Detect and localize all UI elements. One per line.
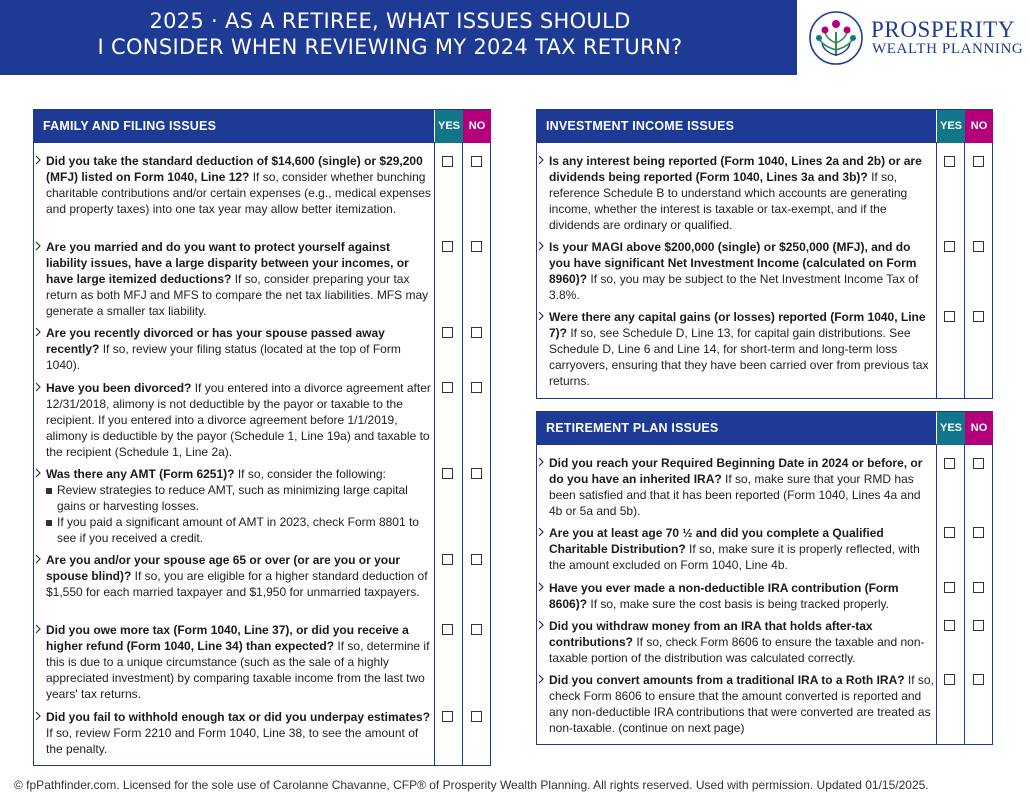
question-item (537, 153, 934, 233)
chevron-right-icon (35, 241, 41, 251)
question-detail: If so, see Schedule D, Line 13, for capital gain distributions. See Schedule D, Line 6 and Line 14, for short-term and long-term loss carryovers, ensuring that they have been carried over from previous tax returns. (549, 326, 929, 388)
question-detail: If so, determine if this is due to a unique circumstance (such as the sale of a highly appreciated investment) by comparing taxable income from the last two years' tax returns. (46, 639, 430, 701)
question-text: Did you reach your Required Beginning Date in 2024 or before, or do you have an inherited IRA? (549, 456, 923, 486)
panel-header (537, 411, 992, 444)
no-checkbox[interactable] (471, 156, 482, 167)
yes-column-header: YES (937, 110, 965, 143)
yes-column-header: YES (937, 412, 965, 445)
bullet-item: Review strategies to reduce AMT, such as minimizing large capital gains or harvesting losses. (46, 482, 432, 514)
chevron-right-icon (538, 620, 544, 630)
copyright-footer: © fpPathfinder.com. Licensed for the sole use of Carolanne Chavanne, CFP® of Prosperity Wealth Planning. All rights reserved. Used with permission. Updated 01/15/2025. (14, 778, 929, 792)
chevron-right-icon (35, 327, 41, 337)
no-checkbox[interactable] (471, 624, 482, 635)
chevron-right-icon (538, 582, 544, 592)
header (0, 0, 1029, 75)
column-divider (936, 444, 937, 744)
chevron-right-icon (35, 711, 41, 721)
no-checkbox[interactable] (471, 327, 482, 338)
question-text: Were there any capital gains (or losses) reported (Form 1040, Line 7)? (549, 310, 926, 340)
bullet-item: If you paid a significant amount of AMT in 2023, check Form 8801 to see if you received a credit. (46, 514, 432, 546)
no-checkbox[interactable] (471, 468, 482, 479)
page-title-line1: 2025 · AS A RETIREE, WHAT ISSUES SHOULD (149, 9, 631, 33)
question-item (34, 325, 432, 373)
question-item (537, 672, 934, 736)
family-filing-panel (33, 109, 491, 766)
question-text: Was there any AMT (Form 6251)? (46, 467, 235, 481)
yes-checkbox[interactable] (442, 468, 453, 479)
panel-title: INVESTMENT INCOME ISSUES (537, 110, 936, 143)
question-item (34, 622, 432, 702)
yes-checkbox[interactable] (442, 624, 453, 635)
yes-checkbox[interactable] (442, 241, 453, 252)
question-detail: If so, review Form 2210 and Form 1040, Line 38, to see the amount of the penalty. (46, 726, 419, 756)
question-item (537, 580, 934, 612)
logo-name: PROSPERITY (871, 17, 1016, 42)
yes-checkbox[interactable] (442, 382, 453, 393)
page-title-line2: I CONSIDER WHEN REVIEWING MY 2024 TAX RETURN? (97, 35, 683, 59)
no-checkbox[interactable] (973, 527, 984, 538)
column-divider (964, 142, 965, 398)
no-checkbox[interactable] (973, 311, 984, 322)
chevron-right-icon (538, 155, 544, 165)
question-text: Did you take the standard deduction of $14,600 (single) or $29,200 (MFJ) listed on Form 1040, Line 12? (46, 154, 423, 184)
question-detail: If so, make sure it is properly reflected, with the amount excluded on Form 1040, Line 4b. (549, 542, 920, 572)
chevron-right-icon (35, 468, 41, 478)
question-text: Have you ever made a non-deductible IRA contribution (Form 8606)? (549, 581, 899, 611)
no-checkbox[interactable] (973, 582, 984, 593)
no-checkbox[interactable] (471, 554, 482, 565)
yes-checkbox[interactable] (944, 458, 955, 469)
question-detail: If so, consider preparing your tax return as both MFJ and MFS to compare the net tax liabilities. MFS may generate a smaller tax liability. (46, 272, 429, 318)
question-item (34, 552, 432, 600)
yes-checkbox[interactable] (944, 620, 955, 631)
question-item (34, 380, 432, 460)
question-item (34, 153, 432, 217)
chevron-right-icon (538, 457, 544, 467)
no-checkbox[interactable] (973, 156, 984, 167)
question-detail: If so, make sure the cost basis is being tracked properly. (587, 597, 889, 611)
question-item (537, 618, 934, 666)
question-text: Did you convert amounts from a traditional IRA to a Roth IRA? (549, 673, 905, 687)
column-divider (964, 444, 965, 744)
chevron-right-icon (35, 554, 41, 564)
panel-title: RETIREMENT PLAN ISSUES (537, 412, 936, 445)
yes-checkbox[interactable] (442, 156, 453, 167)
question-detail: If you entered into a divorce agreement after 12/31/2018, alimony is not deductible by the payor or taxable to the recipient. If you entered into a divorce agreement before 1/1/2019, alimony is deductible by the payor (Schedule 1, Line 19a) and taxable to the recipient (Schedule 1, Line 2a). (46, 381, 431, 459)
column-divider (936, 142, 937, 398)
question-text: Did you withdraw money from an IRA that holds after-tax contributions? (549, 619, 873, 649)
question-item (34, 239, 432, 319)
question-detail: If so, you may be subject to the Net Investment Income Tax of 3.8%. (549, 272, 919, 302)
question-text: Is any interest being reported (Form 1040, Lines 2a and 2b) or are dividends being reported (Form 1040, Lines 3a and 3b)? (549, 154, 922, 184)
no-column-header: NO (965, 412, 993, 445)
logo (808, 10, 1028, 66)
chevron-right-icon (538, 674, 544, 684)
question-text: Did you fail to withhold enough tax or did you underpay estimates? (46, 710, 431, 724)
question-text: Are you and/or your spouse age 65 or over (or are you or your spouse blind)? (46, 553, 401, 583)
no-checkbox[interactable] (471, 241, 482, 252)
yes-checkbox[interactable] (944, 156, 955, 167)
question-text: Are you married and do you want to protect yourself against liability issues, have a large disparity between your incomes, or have large itemized deductions? (46, 240, 409, 286)
question-detail: If so, check Form 8606 to ensure that the amount converted is reported and any non-deductible IRA contributions that were converted are treated as non-taxable. (continue on next page) (549, 673, 934, 735)
yes-checkbox[interactable] (442, 554, 453, 565)
question-detail: If so, review your filing status (located at the top of Form 1040). (46, 342, 401, 372)
no-checkbox[interactable] (973, 241, 984, 252)
yes-checkbox[interactable] (944, 311, 955, 322)
yes-checkbox[interactable] (944, 241, 955, 252)
no-checkbox[interactable] (471, 382, 482, 393)
question-item (34, 466, 432, 546)
question-text: Is your MAGI above $200,000 (single) or $250,000 (MFJ), and do you have significant Net Investment Income (calculated on Form 8960)? (549, 240, 917, 286)
page-title (0, 8, 780, 60)
logo-subtitle: WEALTH PLANNING (872, 41, 1024, 57)
question-item (537, 239, 934, 303)
chevron-right-icon (538, 527, 544, 537)
yes-checkbox[interactable] (944, 582, 955, 593)
question-item (34, 709, 432, 757)
chevron-right-icon (35, 624, 41, 634)
panel-header (537, 109, 992, 142)
yes-checkbox[interactable] (442, 711, 453, 722)
question-detail: If so, you are eligible for a higher standard deduction of $1,550 for each married taxpayer and $1,950 for unmarried taxpayers. (46, 569, 428, 599)
chevron-right-icon (35, 155, 41, 165)
question-item (537, 525, 934, 573)
question-text: Are you at least age 70 ½ and did you complete a Qualified Charitable Distribution? (549, 526, 884, 556)
column-divider (462, 142, 463, 765)
question-text: Did you owe more tax (Form 1040, Line 37), or did you receive a higher refund (Form 1040, Line 34) than expected? (46, 623, 409, 653)
investment-income-panel (536, 109, 993, 399)
column-divider (434, 142, 435, 765)
retirement-plan-panel (536, 411, 993, 745)
no-checkbox[interactable] (973, 458, 984, 469)
chevron-right-icon (538, 311, 544, 321)
chevron-right-icon (35, 382, 41, 392)
question-detail: If so, check Form 8606 to ensure the taxable and non-taxable portion of the distribution was calculated correctly. (549, 635, 925, 665)
question-text: Are you recently divorced or has your spouse passed away recently? (46, 326, 385, 356)
panel-title: FAMILY AND FILING ISSUES (34, 110, 434, 143)
question-text: Have you been divorced? (46, 381, 192, 395)
no-checkbox[interactable] (973, 620, 984, 631)
no-column-header: NO (463, 110, 491, 143)
tree-icon (808, 10, 864, 66)
yes-checkbox[interactable] (944, 527, 955, 538)
yes-checkbox[interactable] (442, 327, 453, 338)
no-checkbox[interactable] (471, 711, 482, 722)
question-detail: If so, reference Schedule B to understand which accounts are generating income, whether the interest is taxable or tax-exempt, and if the dividends are ordinary or qualified. (549, 170, 908, 232)
yes-checkbox[interactable] (944, 674, 955, 685)
no-checkbox[interactable] (973, 674, 984, 685)
question-detail: If so, consider whether bunching charitable contributions and/or certain expenses (e.g., medical expenses and property taxes) into one tax year may allow better itemization. (46, 170, 431, 216)
question-detail: If so, consider the following: (234, 467, 386, 481)
chevron-right-icon (538, 241, 544, 251)
yes-column-header: YES (435, 110, 463, 143)
question-item (537, 309, 934, 389)
panel-header (34, 109, 490, 142)
no-column-header: NO (965, 110, 993, 143)
question-item (537, 455, 934, 519)
question-detail: If so, make sure that your RMD has been satisfied and that it has been reported (Form 1040, Lines 4a and 4b or 5a and 5b). (549, 472, 921, 518)
